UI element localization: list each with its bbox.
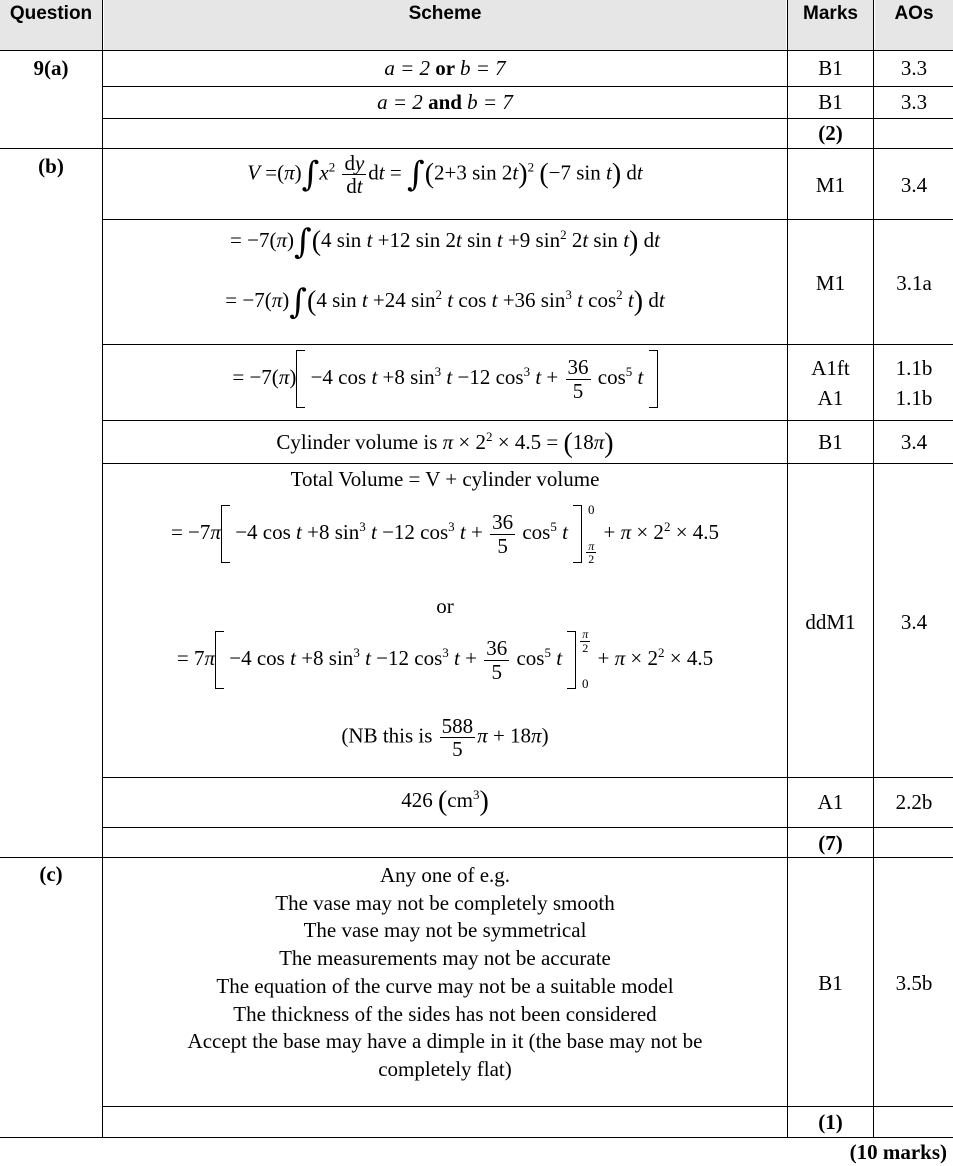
grid-line	[102, 86, 953, 87]
grid-line	[0, 148, 953, 149]
mark-9b-4: B1	[818, 430, 843, 454]
grid-line	[873, 0, 874, 1138]
grid-line	[0, 1137, 953, 1138]
scheme-9c-reasons	[104, 862, 786, 1084]
scheme-9b-integrated: = −7(π) −4 cos t +8 $\sin^3 t -12$ $\cos^3 t$ + $\frac{36}{5}$ $\cos^5 t$	[104, 350, 786, 408]
grid-line	[102, 463, 953, 464]
question-label-9a: 9(a)	[33, 56, 69, 80]
scheme-9b-or: or	[436, 594, 454, 618]
question-label-9c: (c)	[39, 862, 63, 886]
reason-line: completely flat)	[378, 1056, 512, 1081]
mark-9b-2: M1	[815, 271, 846, 295]
mark-9b-1: M1	[815, 173, 846, 197]
mark-9b-3b: A1	[817, 386, 844, 410]
scheme-text: Cylinder volume is	[276, 429, 443, 454]
mark-9c: B1	[818, 971, 843, 995]
grid-line	[102, 344, 953, 345]
ao-9b-1: 3.4	[900, 173, 928, 197]
scheme-text: a = 2	[377, 90, 423, 114]
scheme-9b-total-volume: Total Volume = V + cylinder volume	[290, 467, 600, 491]
scheme-text: 426	[401, 787, 433, 812]
ao-9a-2: 3.3	[900, 90, 928, 114]
total-9a: (2)	[818, 121, 843, 145]
grid-line	[787, 0, 788, 1138]
grid-line	[0, 50, 953, 51]
scheme-9b-option-2: = 7π −4 cos t +8 $\sin^3 t -12$ $\cos^3 t$ + $\frac{36}{5}$ $\cos^5 t$ $\frac{\pi}{2}$ 0 + $\pi \times 2^2 \times 4.5$	[176, 627, 714, 691]
ao-9b-2: 3.1a	[896, 271, 932, 295]
scheme-text: or	[430, 56, 460, 80]
ao-9b-4: 3.4	[900, 430, 928, 454]
scheme-9a-row2	[104, 90, 786, 115]
scheme-9b-nb: (NB this is $\frac{588}{5}$ π + 18π)	[341, 714, 549, 762]
mark-9a-2: B1	[818, 90, 843, 114]
scheme-text: )	[541, 723, 549, 748]
grid-line	[102, 827, 953, 828]
grid-line	[102, 777, 953, 778]
header-marks: Marks	[788, 0, 873, 50]
reason-line: The measurements may not be accurate	[279, 946, 611, 971]
header-aos: AOs	[875, 0, 953, 50]
mark-9b-6: A1	[817, 790, 844, 814]
scheme-text: and	[422, 90, 468, 114]
ao-9a-1: 3.3	[900, 56, 928, 80]
mark-9b-3a: A1ft	[811, 356, 850, 380]
grid-line	[102, 420, 953, 421]
reason-line: Accept the base may have a dimple in it (the base may not be	[187, 1029, 703, 1054]
reason-line: The vase may not be completely smooth	[275, 890, 615, 915]
reason-line: The vase may not be symmetrical	[303, 918, 587, 943]
header-question: Question	[0, 0, 102, 50]
scheme-text: (NB this is	[341, 723, 438, 748]
ao-9b-6: 2.2b	[895, 790, 933, 814]
scheme-9b-answer: 426 $(cm^3)$	[401, 786, 489, 817]
header-scheme: Scheme	[104, 0, 786, 50]
ao-9c: 3.5b	[895, 971, 933, 995]
grid-line	[102, 118, 953, 119]
reason-line: The equation of the curve may not be a suitable model	[216, 973, 674, 998]
grid-line	[102, 0, 103, 1138]
ao-9b-5: 3.4	[900, 610, 928, 634]
scheme-9b-expand-2: = −7(π)∫(4 sin t +24 $\sin^2 t$ cos t +36 $\sin^3 t$ $\cos^2 t$) dt	[225, 282, 665, 322]
scheme-text: a = 2	[384, 56, 431, 80]
total-9b: (7)	[818, 831, 843, 855]
grid-line	[102, 1106, 953, 1107]
ao-9b-3b: 1.1b	[895, 386, 933, 410]
grid-line	[102, 219, 953, 220]
scheme-text: b = 7	[467, 90, 513, 114]
scheme-9b-option-1: = −7π −4 cos t +8 $\sin^3 t -12$ $\cos^3 t$ + $\frac{36}{5}$ $\cos^5 t$ 0 $\frac{\pi}{2}$ + $\pi \times 2^2 \times 4.5$	[170, 502, 720, 567]
mark-9a-1: B1	[818, 56, 843, 80]
ao-9b-3a: 1.1b	[895, 356, 933, 380]
scheme-9a-row1	[104, 56, 786, 81]
scheme-9b-cylinder: Cylinder volume is $\pi \times 2^2 \times 4.5 = (18\pi)$	[276, 428, 614, 459]
scheme-text: b = 7	[459, 56, 506, 80]
grid-line	[0, 857, 953, 858]
mark-9b-5: ddM1	[805, 610, 856, 634]
reason-line: Any one of e.g.	[379, 863, 511, 887]
scheme-9b-volume-integral: $V =(\pi)\int x^2$ $\frac{dy}{dt}$ dt = ∫(2+3 sin 2t)$^2$ (−7 sin t) dt	[247, 151, 643, 199]
scheme-9b-expand-1: = −7(π)∫(4 sin t +12 sin 2t sin t +9 $\sin^2 2t$ sin t) dt	[230, 222, 660, 262]
question-label-9b: (b)	[38, 154, 64, 178]
total-marks: (10 marks)	[849, 1140, 947, 1164]
reason-line: The thickness of the sides has not been considered	[233, 1001, 657, 1026]
total-9c: (1)	[818, 1110, 843, 1134]
